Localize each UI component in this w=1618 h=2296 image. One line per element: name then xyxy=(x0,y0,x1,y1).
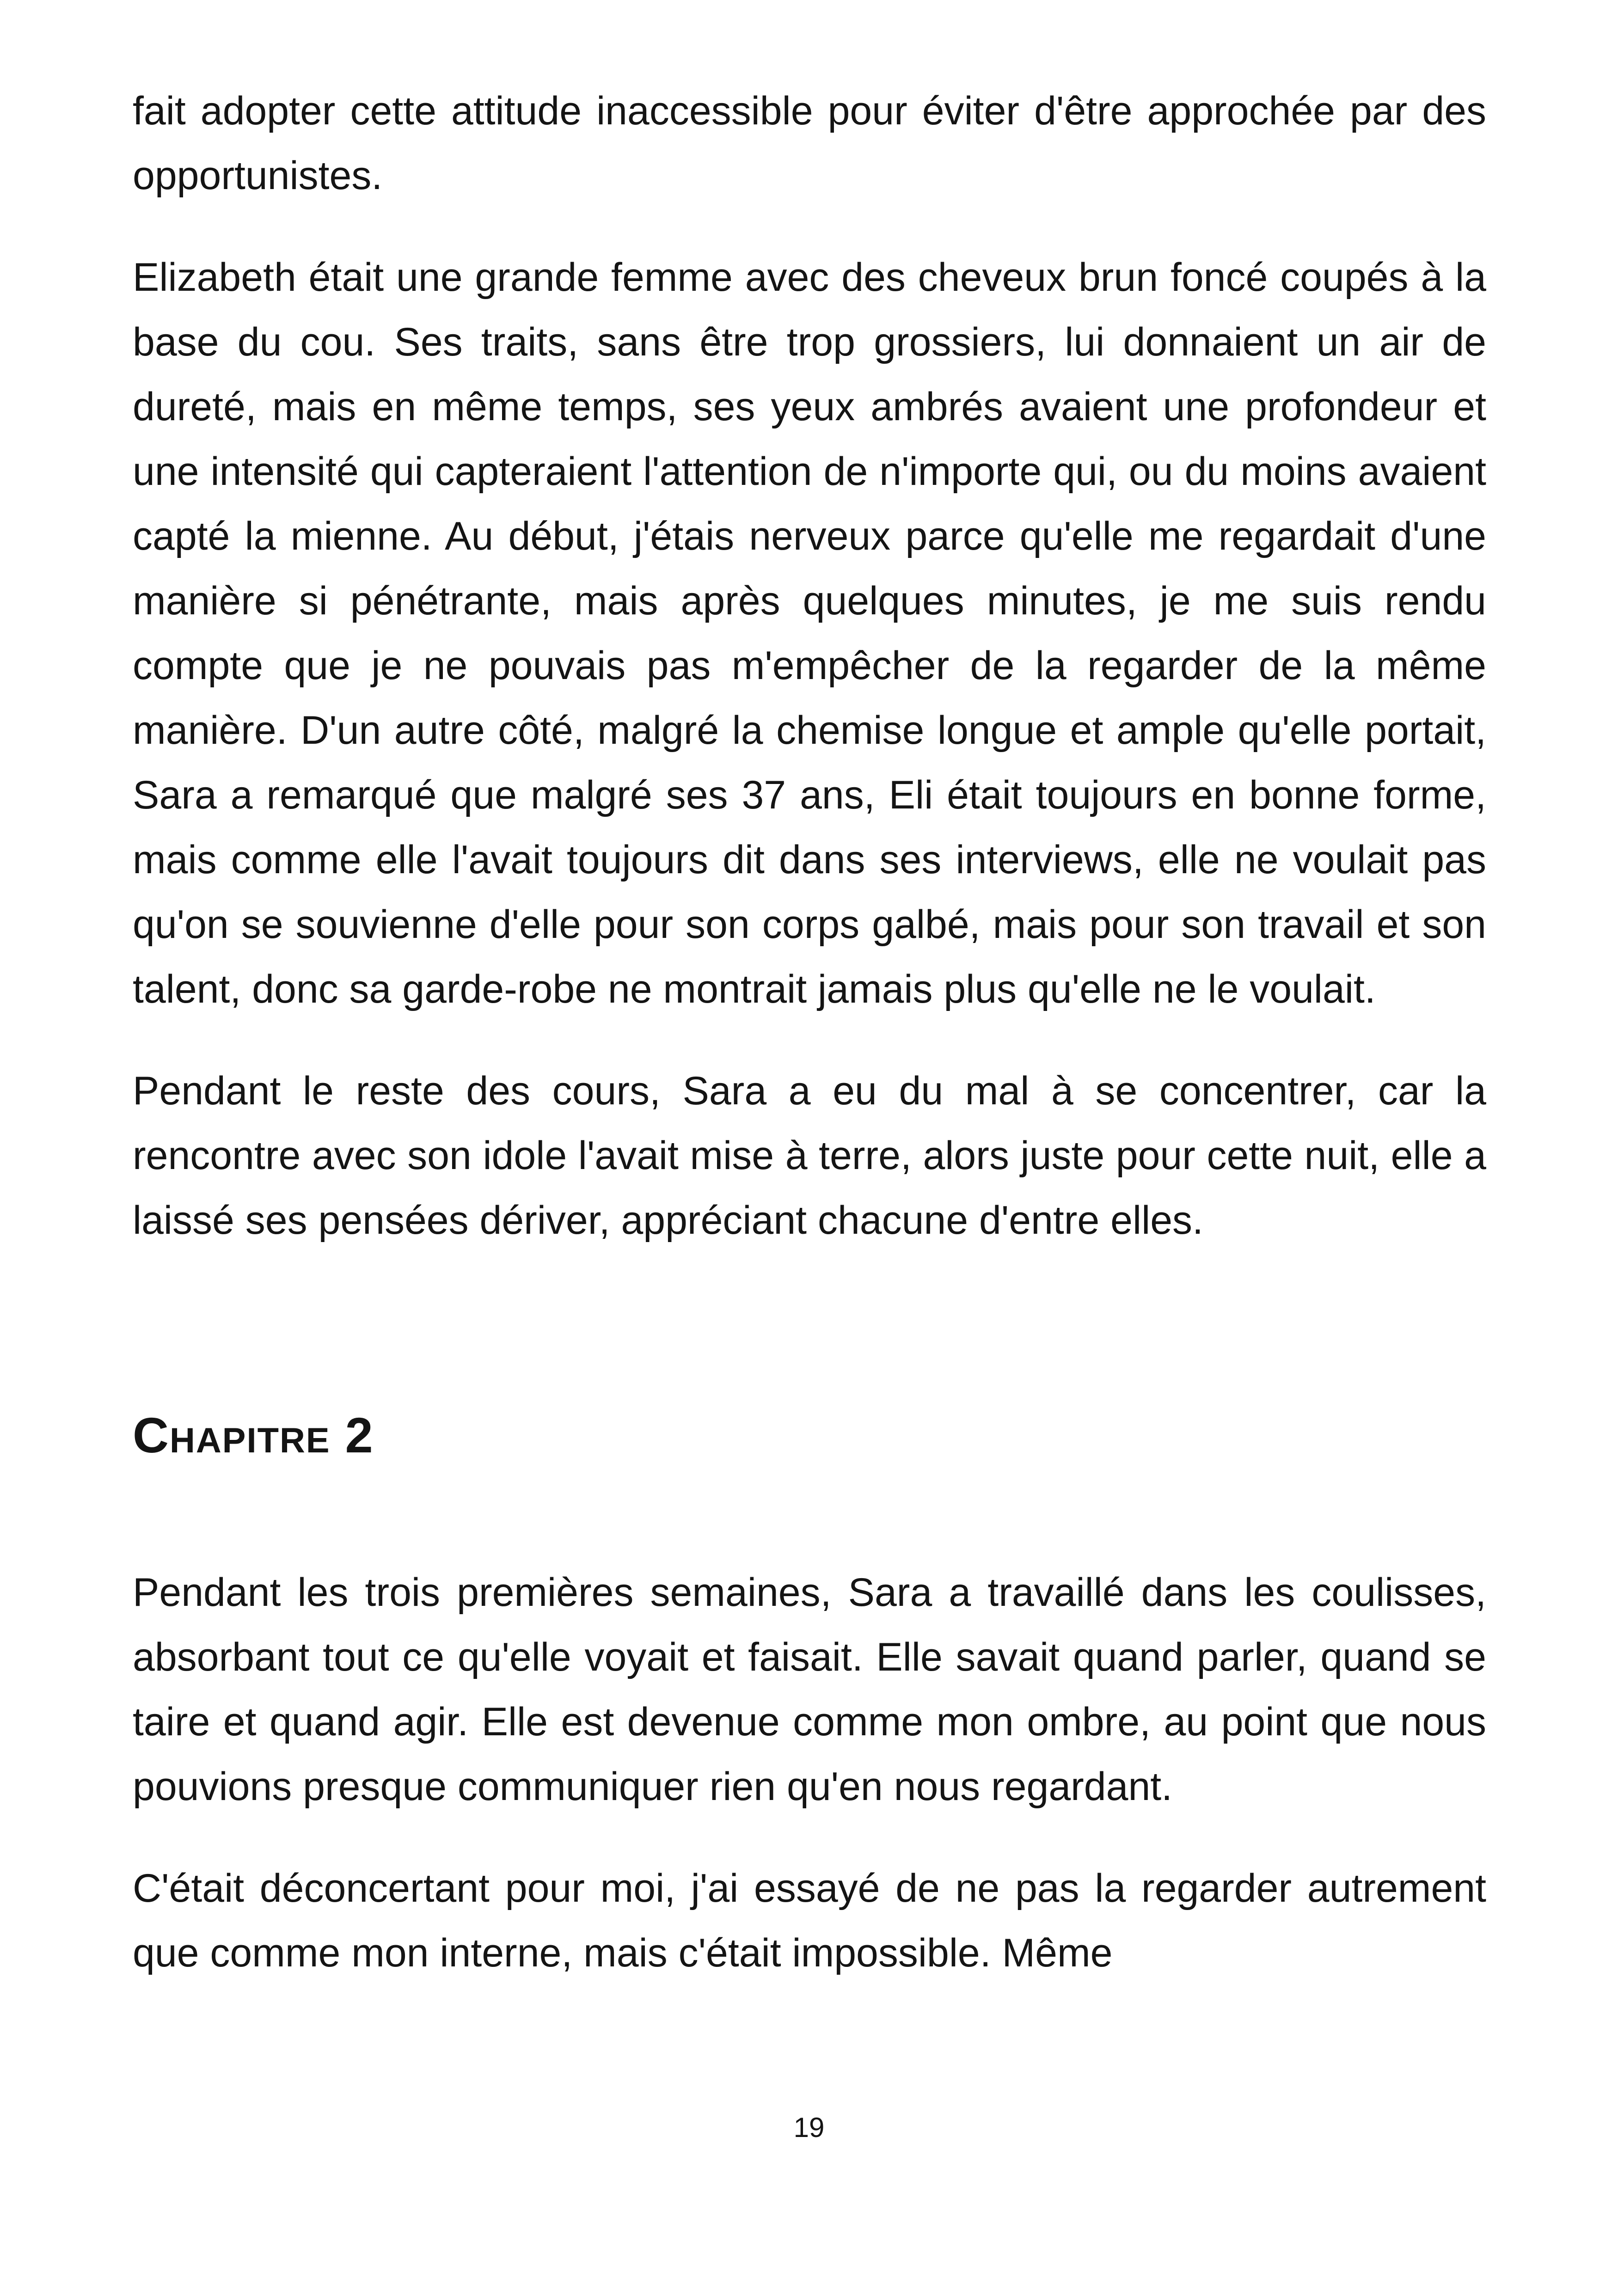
paragraph: Elizabeth était une grande femme avec des cheveux brun foncé coupés à la base du cou. Ses traits, sans être trop grossiers, lui donnaient un air de dureté, mais en même temps, ses yeux ambrés avaient une profondeur et une intensité qui capteraient l'attention de n'importe qui, ou du moins avaient capté la mienne. Au début, j'étais nerveux parce qu'elle me regardait d'une manière si pénétrante, mais après quelques minutes, je me suis rendu compte que je ne pouvais pas m'empêcher de la regarder de la même manière. D'un autre côté, malgré la chemise longue et ample qu'elle portait, Sara a remarqué que malgré ses 37 ans, Eli était toujours en bonne forme, mais comme elle l'avait toujours dit dans ses interviews, elle ne voulait pas qu'on se souvienne d'elle pour son corps galbé, mais pour son travail et son talent, donc sa garde-robe ne montrait jamais plus qu'elle ne le voulait. xyxy=(133,255,1486,1011)
paragraph: C'était déconcertant pour moi, j'ai essayé de ne pas la regarder autrement que comme mon interne, mais c'était impossible. Même xyxy=(133,1866,1486,1975)
paragraph: fait adopter cette attitude inaccessible pour éviter d'être approchée par des opportunistes. xyxy=(133,89,1486,198)
page-number: 19 xyxy=(793,2112,825,2143)
paragraph: Pendant les trois premières semaines, Sara a travaillé dans les coulisses, absorbant tout ce qu'elle voyait et faisait. Elle savait quand parler, quand se taire et quand agir. Elle est devenue comme mon ombre, au point que nous pouvions presque communiquer rien qu'en nous regardant. xyxy=(133,1570,1486,1809)
page-content xyxy=(133,79,1486,1985)
paragraph: Pendant le reste des cours, Sara a eu du mal à se concentrer, car la rencontre avec son idole l'avait mise à terre, alors juste pour cette nuit, elle a laissé ses pensées dériver, appréciant chacune d'entre elles. xyxy=(133,1069,1486,1243)
chapter-heading: Chapitre 2 xyxy=(133,1407,374,1463)
